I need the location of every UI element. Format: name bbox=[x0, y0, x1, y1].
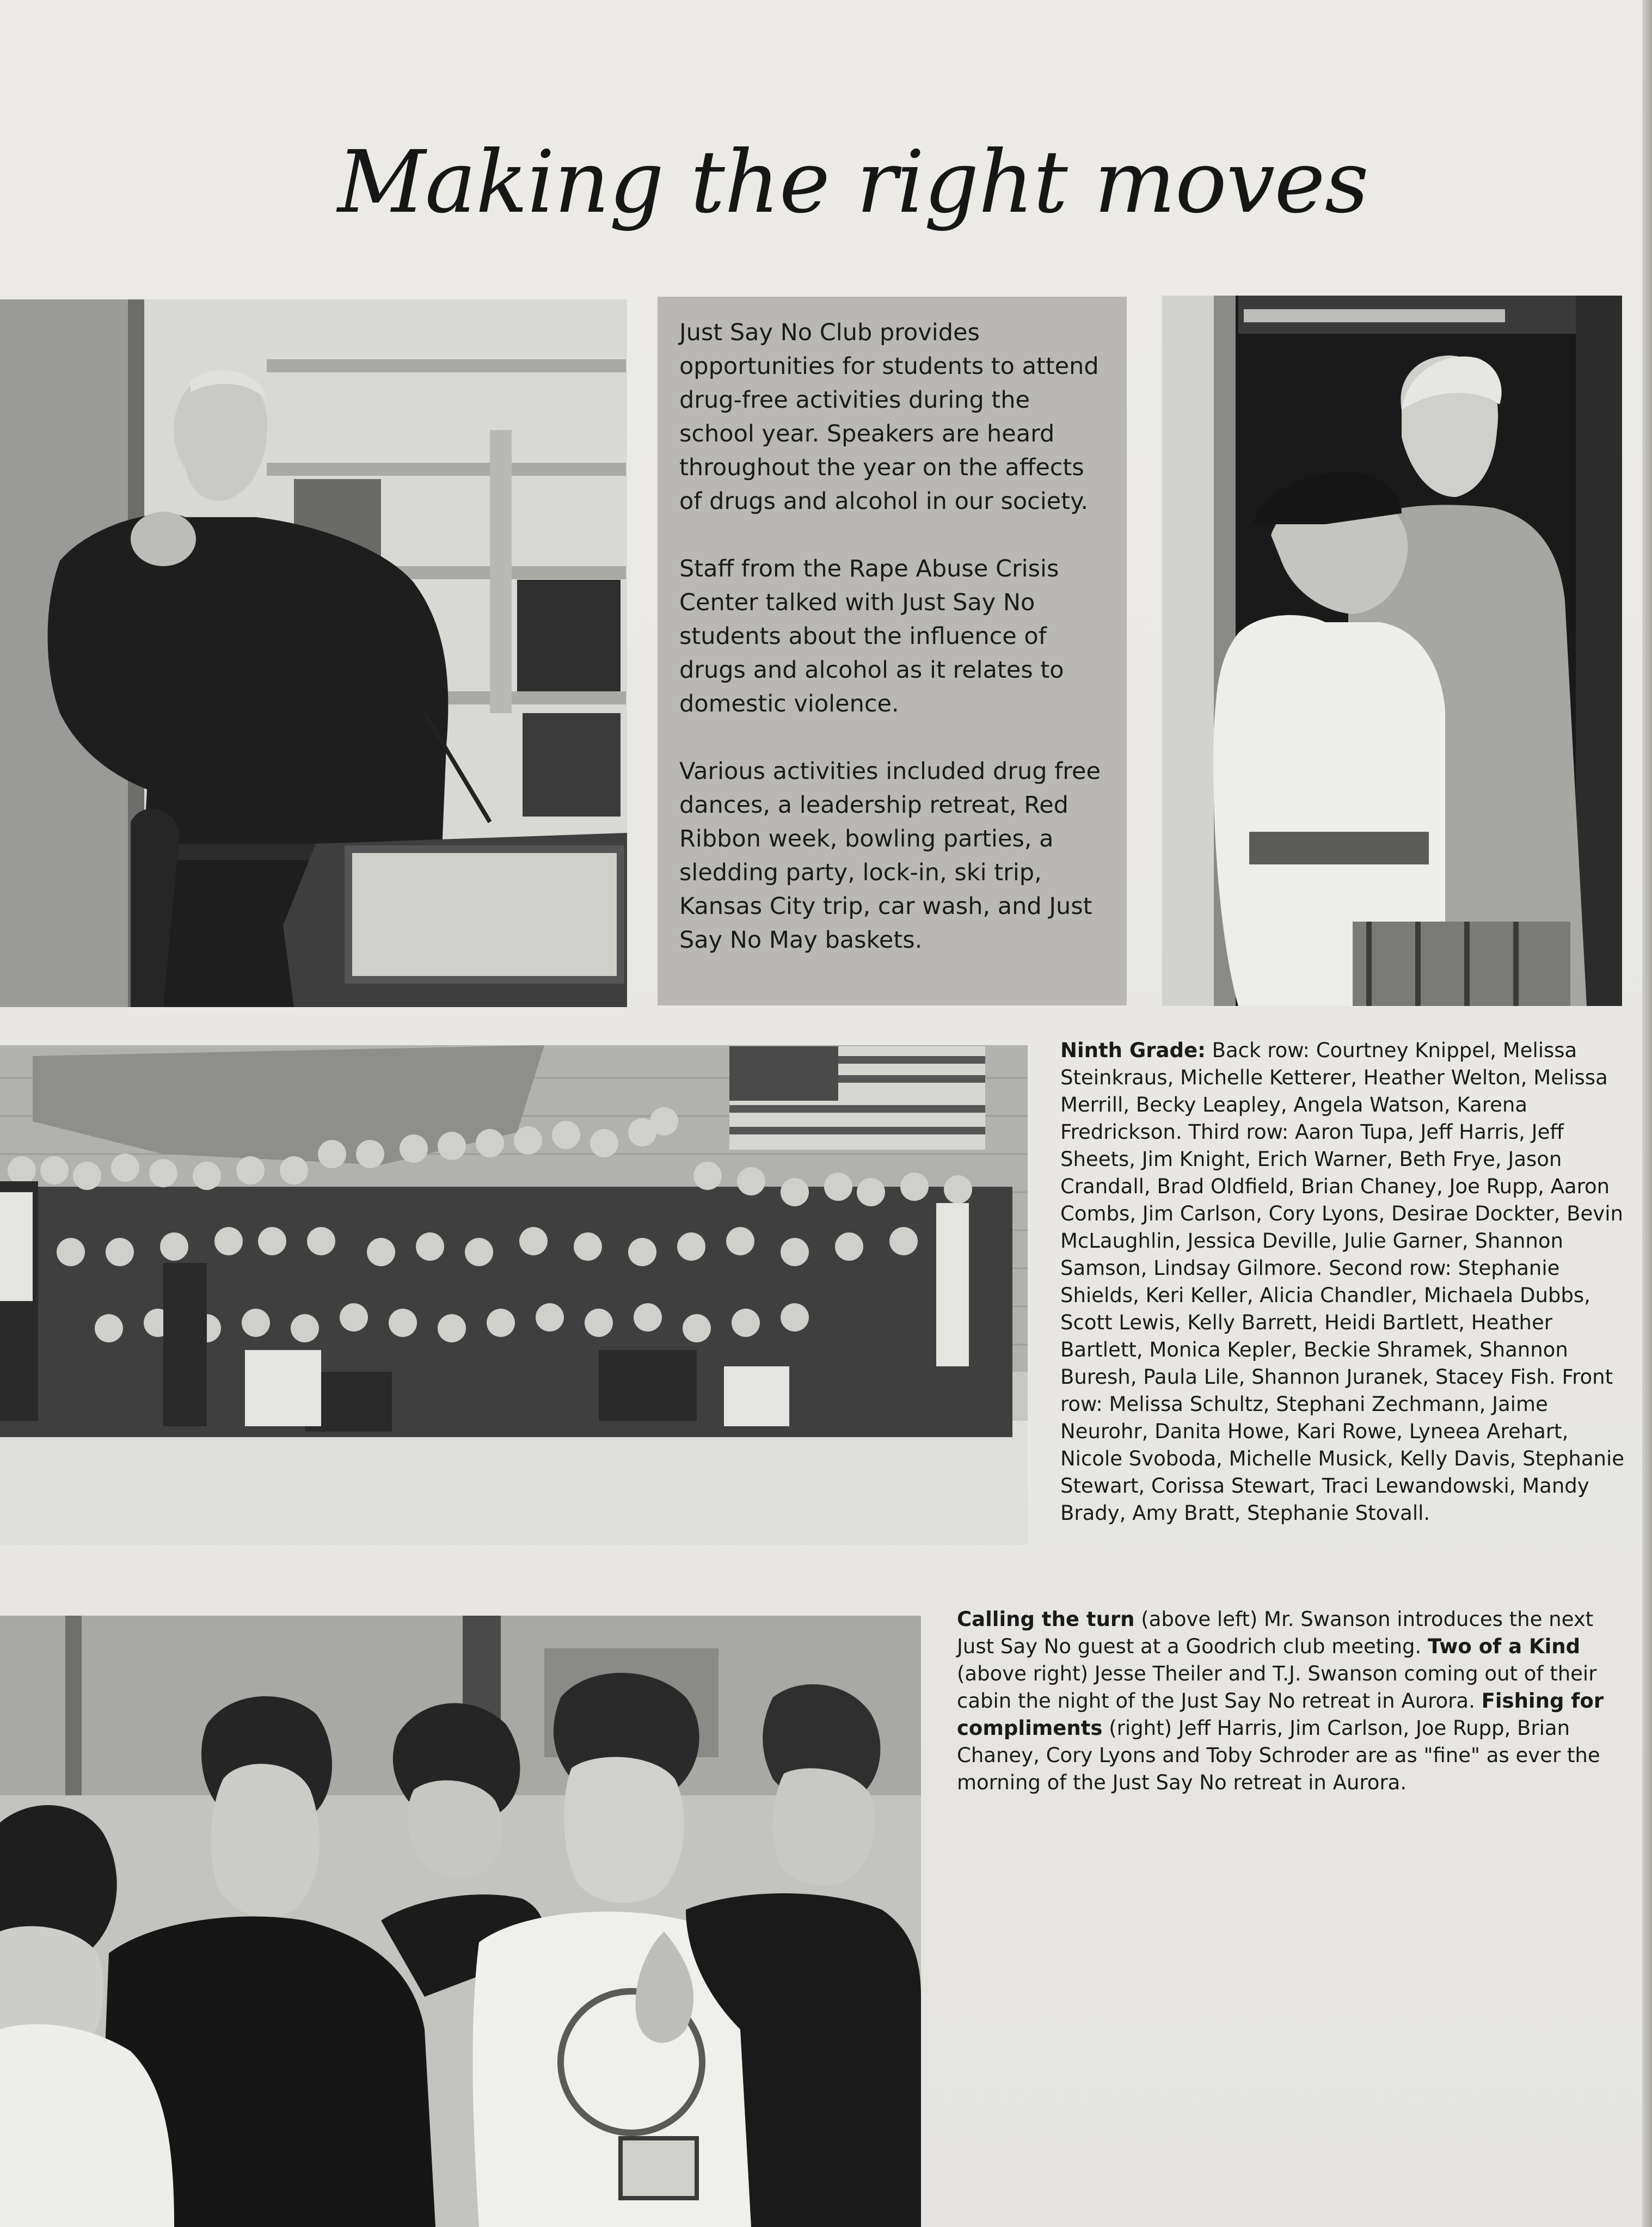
caption-calling-the-turn-lead: Calling the turn bbox=[957, 1608, 1135, 1631]
caption-two-of-a-kind-text: (above right) Jesse Theiler and T.J. Swanson coming out of their cabin the night of the Just Say No retreat in Aurora. bbox=[957, 1662, 1597, 1713]
two-boys-photo bbox=[1162, 296, 1622, 1006]
speaker-photo bbox=[0, 299, 627, 1007]
intro-text-panel bbox=[658, 297, 1127, 1005]
boys-group-photo bbox=[0, 1616, 921, 2227]
ninth-grade-caption-names: Back row: Courtney Knippel, Melissa Steinkraus, Michelle Ketterer, Heather Welton, Melissa Merrill, Becky Leapley, Angela Watson, Karena Fredrickson. Third row: Aaron Tupa, Jeff Harris, Jeff Sheets, Jim Knight, Erich Warner, Beth Frye, Jason Crandall, Brad Oldfield, Brian Chaney, Joe Rupp, Aaron Combs, Jim Carlson, Cory Lyons, Desirae Dockter, Bevin McLaughlin, Jessica Deville, Julie Garner, Shannon Samson, Lindsay Gilmore. Second row: Stephanie Shields, Keri Keller, Alicia Chandler, Michaela Dubbs, Scott Lewis, Kelly Barrett, Heidi Bartlett, Heather Bartlett, Monica Kepler, Beckie Shramek, Shannon Buresh, Paula Lile, Shannon Juranek, Stacey Fish. Front row: Melissa Schultz, Stephani Zechmann, Jaime Neurohr, Danita Howe, Kari Rowe, Lyneea Arehart, Nicole Svoboda, Michelle Musick, Kelly Davis, Stephanie Stewart, Corissa Stewart, Traci Lewandowski, Mandy Brady, Amy Bratt, Stephanie Stovall. bbox=[1060, 1039, 1625, 1525]
ninth-grade-group-photo bbox=[0, 1045, 1028, 1545]
speaker-photo-image bbox=[0, 299, 627, 1007]
group-photo-image bbox=[0, 1045, 1028, 1545]
boys-group-photo-image bbox=[0, 1616, 921, 2227]
intro-paragraph-3: Various activities included drug free dances, a leadership retreat, Red Ribbon week, bowling parties, a sledding party, lock-in, ski trip, Kansas City trip, car wash, and Just Say No May baskets. bbox=[679, 758, 1101, 954]
intro-paragraph-1: Just Say No Club provides opportunities for students to attend drug-free activities during the school year. Speakers are heard throughout the year on the affects of drugs and alcohol in our society. bbox=[679, 319, 1099, 515]
ninth-grade-caption-lead: Ninth Grade: bbox=[1060, 1039, 1206, 1062]
caption-fishing-lead: Fishing for compliments bbox=[957, 1689, 1604, 1740]
photo-captions bbox=[957, 1606, 1635, 1796]
ninth-grade-caption bbox=[1060, 1037, 1633, 1527]
page-title: Making the right moves bbox=[337, 132, 1368, 232]
page-edge bbox=[1642, 0, 1652, 2227]
caption-two-of-a-kind-lead: Two of a Kind bbox=[1428, 1635, 1581, 1658]
two-boys-photo-image bbox=[1162, 296, 1622, 1006]
intro-paragraph-2: Staff from the Rape Abuse Crisis Center talked with Just Say No students about the influence of drugs and alcohol as it relates to domestic violence. bbox=[679, 555, 1064, 717]
caption-fishing-text: (right) Jeff Harris, Jim Carlson, Joe Rupp, Brian Chaney, Cory Lyons and Toby Schroder are as "fine" as ever the morning of the Just Say No retreat in Aurora. bbox=[957, 1716, 1600, 1794]
caption-calling-the-turn-text: (above left) Mr. Swanson introduces the next Just Say No guest at a Goodrich club meeting. bbox=[957, 1608, 1594, 1658]
